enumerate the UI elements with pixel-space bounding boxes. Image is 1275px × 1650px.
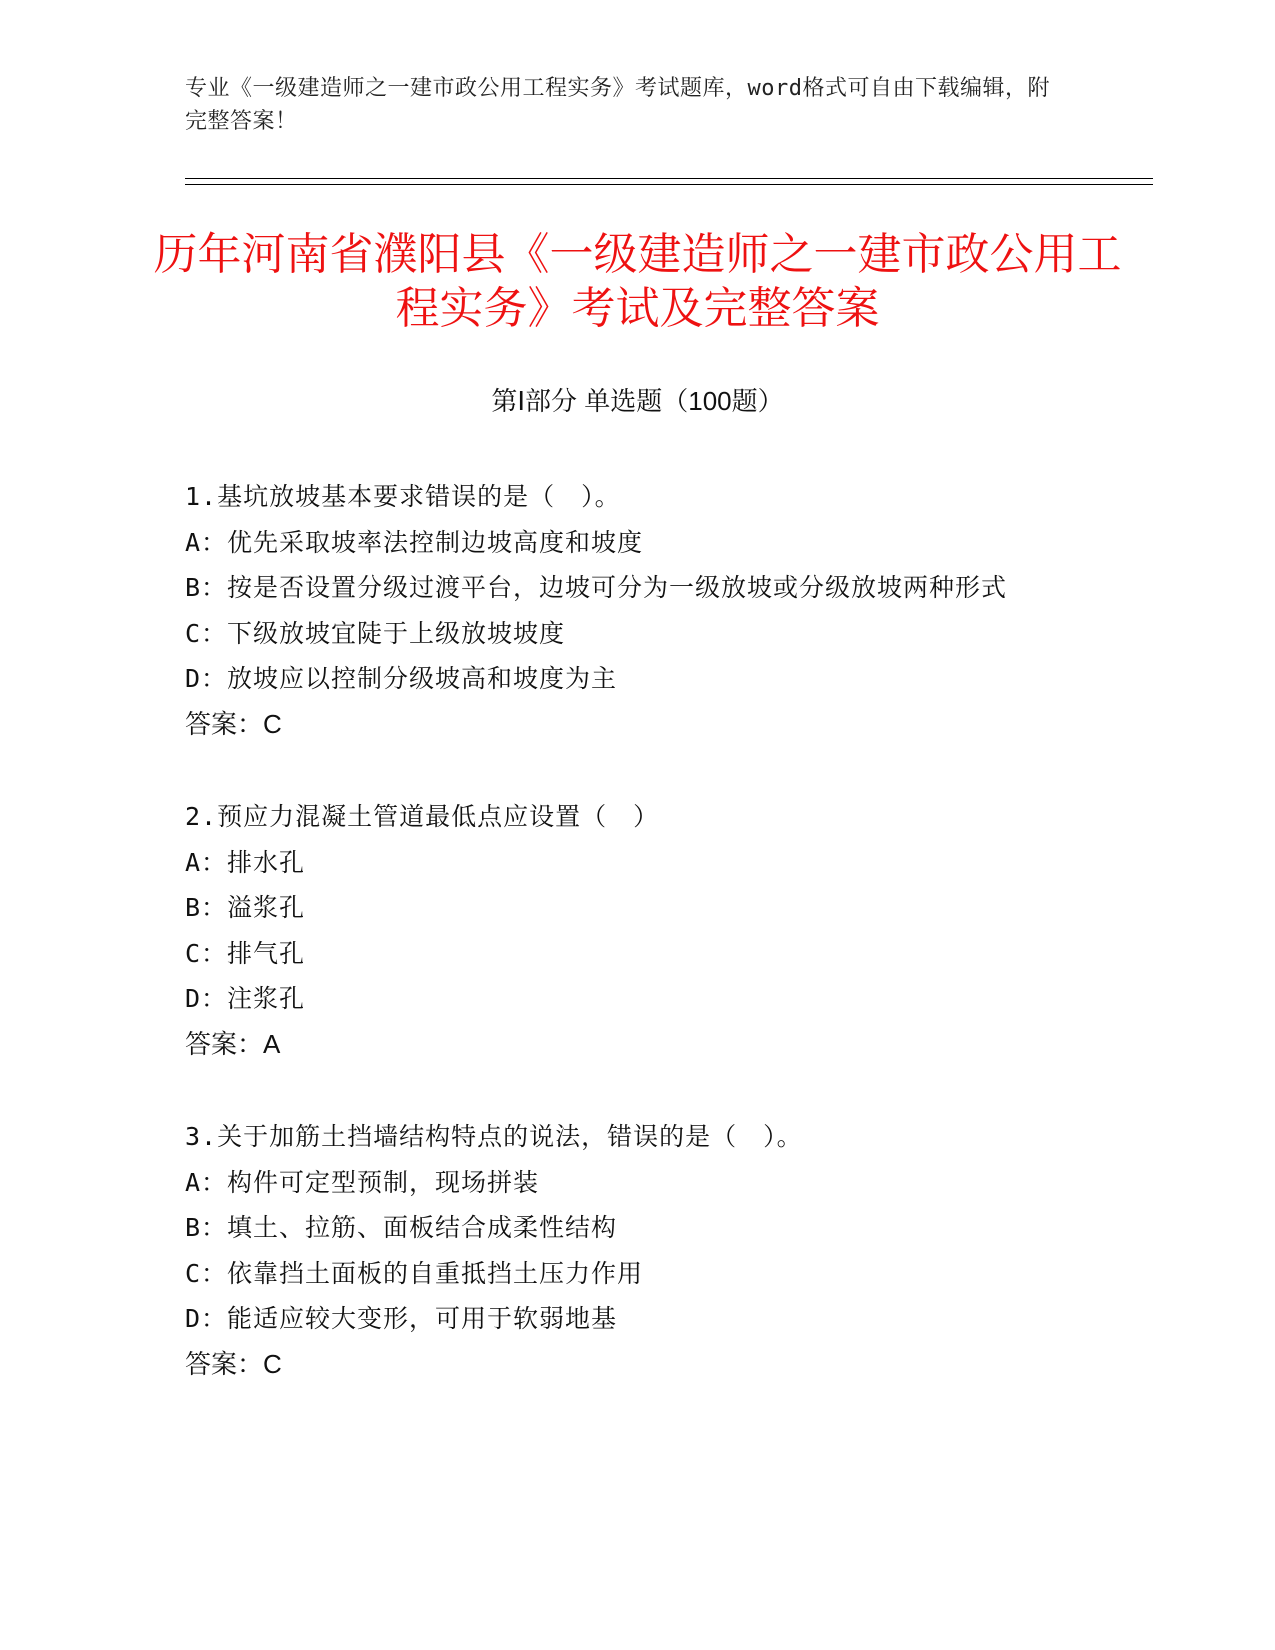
option-a: A：排水孔 bbox=[185, 847, 306, 877]
question-stem: 2.预应力混凝土管道最低点应设置（ ） bbox=[185, 802, 660, 831]
option-d: D：放坡应以控制分级坡高和坡度为主 bbox=[185, 664, 618, 693]
question-1 bbox=[185, 474, 1075, 747]
question-stem: 3.关于加筋土挡墙结构特点的说法，错误的是（ ）。 bbox=[185, 1122, 803, 1151]
option-c: C：下级放坡宜陡于上级放坡坡度 bbox=[185, 618, 566, 648]
document-title: 历年河南省濮阳县《一级建造师之一建市政公用工程实务》考试及完整答案 bbox=[153, 229, 1122, 334]
option-a: A：构件可定型预制，现场拼装 bbox=[185, 1167, 540, 1197]
option-b: B：填土、拉筋、面板结合成柔性结构 bbox=[185, 1213, 618, 1242]
header-divider-bottom bbox=[185, 184, 1153, 185]
question-stem: 1.基坑放坡基本要求错误的是（ ）。 bbox=[185, 482, 621, 511]
answer: 答案：C bbox=[185, 1348, 282, 1379]
question-3 bbox=[185, 1114, 1075, 1387]
option-b: B：溢浆孔 bbox=[185, 893, 306, 922]
question-list bbox=[185, 474, 1075, 1434]
option-d: D：能适应较大变形，可用于软弱地基 bbox=[185, 1304, 618, 1333]
answer: 答案：A bbox=[185, 1028, 281, 1059]
question-2 bbox=[185, 794, 1075, 1067]
option-b: B：按是否设置分级过渡平台，边坡可分为一级放坡或分级放坡两种形式 bbox=[185, 573, 1008, 602]
section-title: 第Ⅰ部分 单选题（100题） bbox=[491, 386, 784, 416]
header-divider-top bbox=[185, 178, 1153, 179]
option-d: D：注浆孔 bbox=[185, 984, 306, 1013]
option-c: C：排气孔 bbox=[185, 938, 306, 968]
option-c: C：依靠挡土面板的自重抵挡土压力作用 bbox=[185, 1258, 644, 1288]
answer: 答案：C bbox=[185, 708, 282, 739]
option-a: A：优先采取坡率法控制边坡高度和坡度 bbox=[185, 527, 644, 557]
header-note: 专业《一级建造师之一建市政公用工程实务》考试题库，word格式可自由下载编辑，附完整答案！ bbox=[185, 76, 1050, 134]
